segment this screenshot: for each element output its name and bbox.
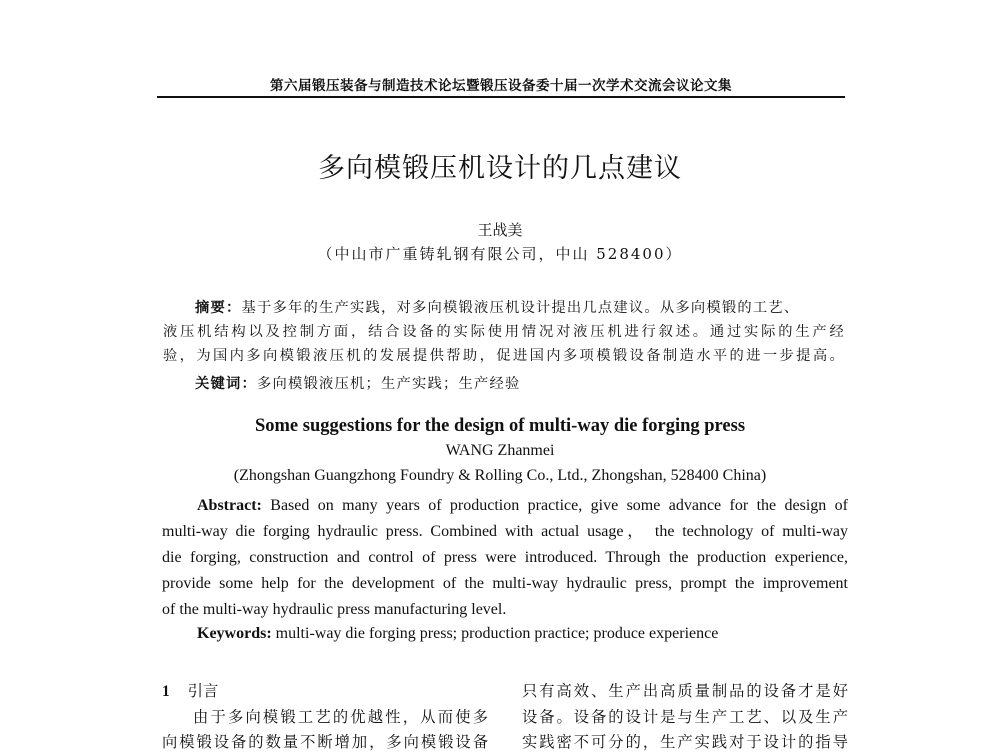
author-name: 王战美: [477, 221, 523, 239]
abstract-cn-line-1: [163, 296, 845, 320]
abstract-cn-line-3: 验，为国内多向模锻液压机的发展提供帮助，促进国内多项模锻设备制造水平的进一步提高。: [163, 348, 845, 364]
english-affiliation: (Zhongshan Guangzhong Foundry & Rolling Co., Ltd., Zhongshan, 528400 China): [233, 467, 767, 484]
abstract-en-line-5: of the multi-way hydraulic press manufacturing level.: [162, 601, 507, 618]
section-number: 1: [162, 683, 170, 700]
chinese-abstract: [163, 296, 845, 368]
keywords-cn-text: 多向模锻液压机；生产实践；生产经验: [257, 376, 521, 392]
keywords-en-label: Keywords:: [197, 625, 272, 642]
running-header: 第六届锻压装备与制造技术论坛暨锻压设备委十届一次学术交流会议论文集: [270, 78, 732, 94]
abstract-en-text: Based on many years of production practice, give some advance for the design of: [270, 497, 848, 514]
author-affiliation: （中山市广重铸轧钢有限公司，中山 528400）: [317, 245, 683, 263]
abstract-cn-line-2: 液压机结构以及控制方面，结合设备的实际使用情况对液压机进行叙述。通过实际的生产经: [163, 324, 845, 340]
abstract-en-line-2: multi-way die forging hydraulic press. Combined with actual usage， the technology of multi-way: [162, 523, 848, 540]
section-title: 引言: [187, 682, 219, 700]
body-right-line-1: 只有高效、生产出高质量制品的设备才是好: [522, 682, 848, 700]
english-title: Some suggestions for the design of multi-way die forging press: [254, 416, 746, 436]
abstract-en-line-4: provide some help for the development of the multi-way hydraulic press, prompt the improvement: [162, 575, 848, 592]
body-left-line-1: 由于多向模锻工艺的优越性，从而使多: [193, 707, 488, 726]
english-abstract: [162, 493, 848, 623]
abstract-cn-label: 摘要：: [195, 300, 242, 316]
header-rule: [157, 96, 845, 98]
abstract-en-label: Abstract:: [197, 497, 262, 514]
abstract-en-line-1: [162, 493, 848, 519]
chinese-keywords: [195, 373, 520, 393]
abstract-cn-text: 基于多年的生产实践，对多向模锻液压机设计提出几点建议。从多向模锻的工艺、: [241, 300, 800, 316]
body-right-line-2: 设备。设备的设计是与生产工艺、以及生产: [522, 707, 848, 726]
english-keywords: [197, 625, 718, 643]
body-right-column: [522, 679, 848, 756]
section-heading: [162, 679, 488, 705]
keywords-en-text: multi-way die forging press; production practice; produce experience: [275, 625, 719, 642]
body-left-line-2: 向模锻设备的数量不断增加，多向模锻设备: [162, 733, 488, 751]
abstract-en-line-3: die forging, construction and control of press were introduced. Through the production experience,: [162, 549, 848, 566]
paper-title: 多向模锻压机设计的几点建议: [318, 153, 682, 184]
english-author: WANG Zhanmei: [445, 442, 555, 459]
body-left-column: [162, 679, 488, 756]
keywords-cn-label: 关键词：: [195, 376, 257, 392]
body-right-line-3: 实践密不可分的，生产实践对于设计的指导: [522, 733, 848, 751]
